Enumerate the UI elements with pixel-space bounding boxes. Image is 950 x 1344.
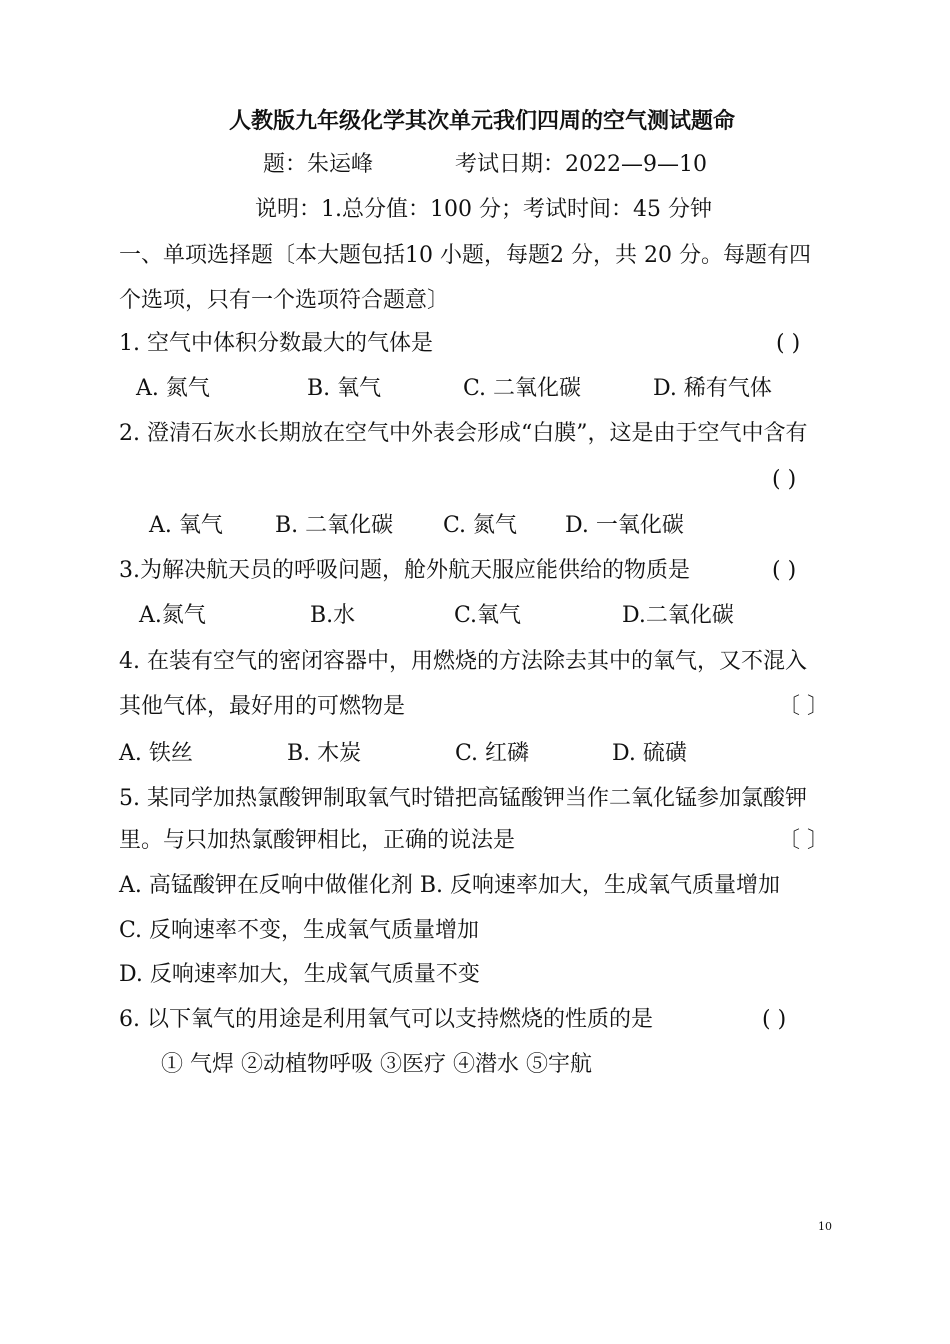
question-4-answer-blank: 〔 〕	[778, 694, 829, 719]
question-6-items: ① 气焊 ②动植物呼吸 ③医疗 ④潜水 ⑤宇航	[161, 1052, 592, 1077]
question-5-stem: 5. 某同学加热氯酸钾制取氧气时错把高锰酸钾当作二氧化锰参加氯酸钾	[119, 786, 807, 811]
question-5-option-c: C. 反响速率不变，生成氧气质量增加	[119, 918, 480, 943]
question-1-stem: 1. 空气中体积分数最大的气体是	[119, 331, 433, 356]
question-1-answer-blank: ( )	[776, 331, 801, 356]
question-1-option-a: A. 氮气	[136, 376, 210, 401]
question-5-options-ab: A. 高锰酸钾在反响中做催化剂 B. 反响速率加大，生成氧气质量增加	[119, 873, 781, 898]
question-1-option-c: C. 二氧化碳	[463, 376, 582, 401]
question-2-answer-blank: ( )	[772, 467, 797, 492]
question-4-option-c: C. 红磷	[455, 741, 530, 766]
question-2-option-b: B. 二氧化碳	[275, 513, 394, 538]
question-3-option-c: C.氧气	[454, 603, 522, 628]
question-1-option-d: D. 稀有气体	[653, 376, 772, 401]
question-4-stem-cont: 其他气体，最好用的可燃物是	[119, 694, 406, 719]
question-4-option-d: D. 硫磺	[612, 741, 687, 766]
question-5-option-d: D. 反响速率加大，生成氧气质量不变	[119, 962, 480, 987]
question-5-stem-cont: 里。与只加热氯酸钾相比，正确的说法是	[119, 828, 516, 853]
question-2-stem: 2. 澄清石灰水长期放在空气中外表会形成“白膜”，这是由于空气中含有	[119, 421, 808, 446]
question-3-stem: 3.为解决航天员的呼吸问题，舱外航天服应能供给的物质是	[119, 558, 690, 583]
question-3-option-a: A.氮气	[139, 603, 206, 628]
question-3-answer-blank: ( )	[772, 558, 797, 583]
page-number: 10	[818, 1220, 832, 1233]
question-2-option-a: A. 氧气	[149, 513, 223, 538]
question-1-option-b: B. 氧气	[307, 376, 382, 401]
exam-notes: 说明：1.总分值：100 分；考试时间：45 分钟	[255, 197, 712, 222]
question-6-stem: 6. 以下氧气的用途是利用氧气可以支持燃烧的性质的是	[119, 1007, 653, 1032]
question-6-answer-blank: ( )	[762, 1007, 787, 1032]
question-2-option-d: D. 一氧化碳	[565, 513, 684, 538]
question-2-option-c: C. 氮气	[443, 513, 518, 538]
question-5-answer-blank: 〔 〕	[778, 828, 829, 853]
question-3-option-b: B.水	[310, 603, 356, 628]
question-3-option-d: D.二氧化碳	[622, 603, 734, 628]
exam-date: 考试日期：2022—9—10	[455, 152, 707, 177]
section-heading-cont: 个选项，只有一个选项符合题意〕	[119, 288, 450, 313]
question-4-option-a: A. 铁丝	[119, 741, 193, 766]
page-title: 人教版九年级化学其次单元我们四周的空气测试题命	[229, 108, 736, 134]
question-4-option-b: B. 木炭	[287, 741, 362, 766]
author-line: 题：朱运峰	[263, 152, 374, 177]
section-heading: 一、单项选择题〔本大题包括10 小题，每题2 分，共 20 分。每题有四	[119, 243, 811, 268]
question-4-stem: 4. 在装有空气的密闭容器中，用燃烧的方法除去其中的氧气，又不混入	[119, 649, 807, 674]
